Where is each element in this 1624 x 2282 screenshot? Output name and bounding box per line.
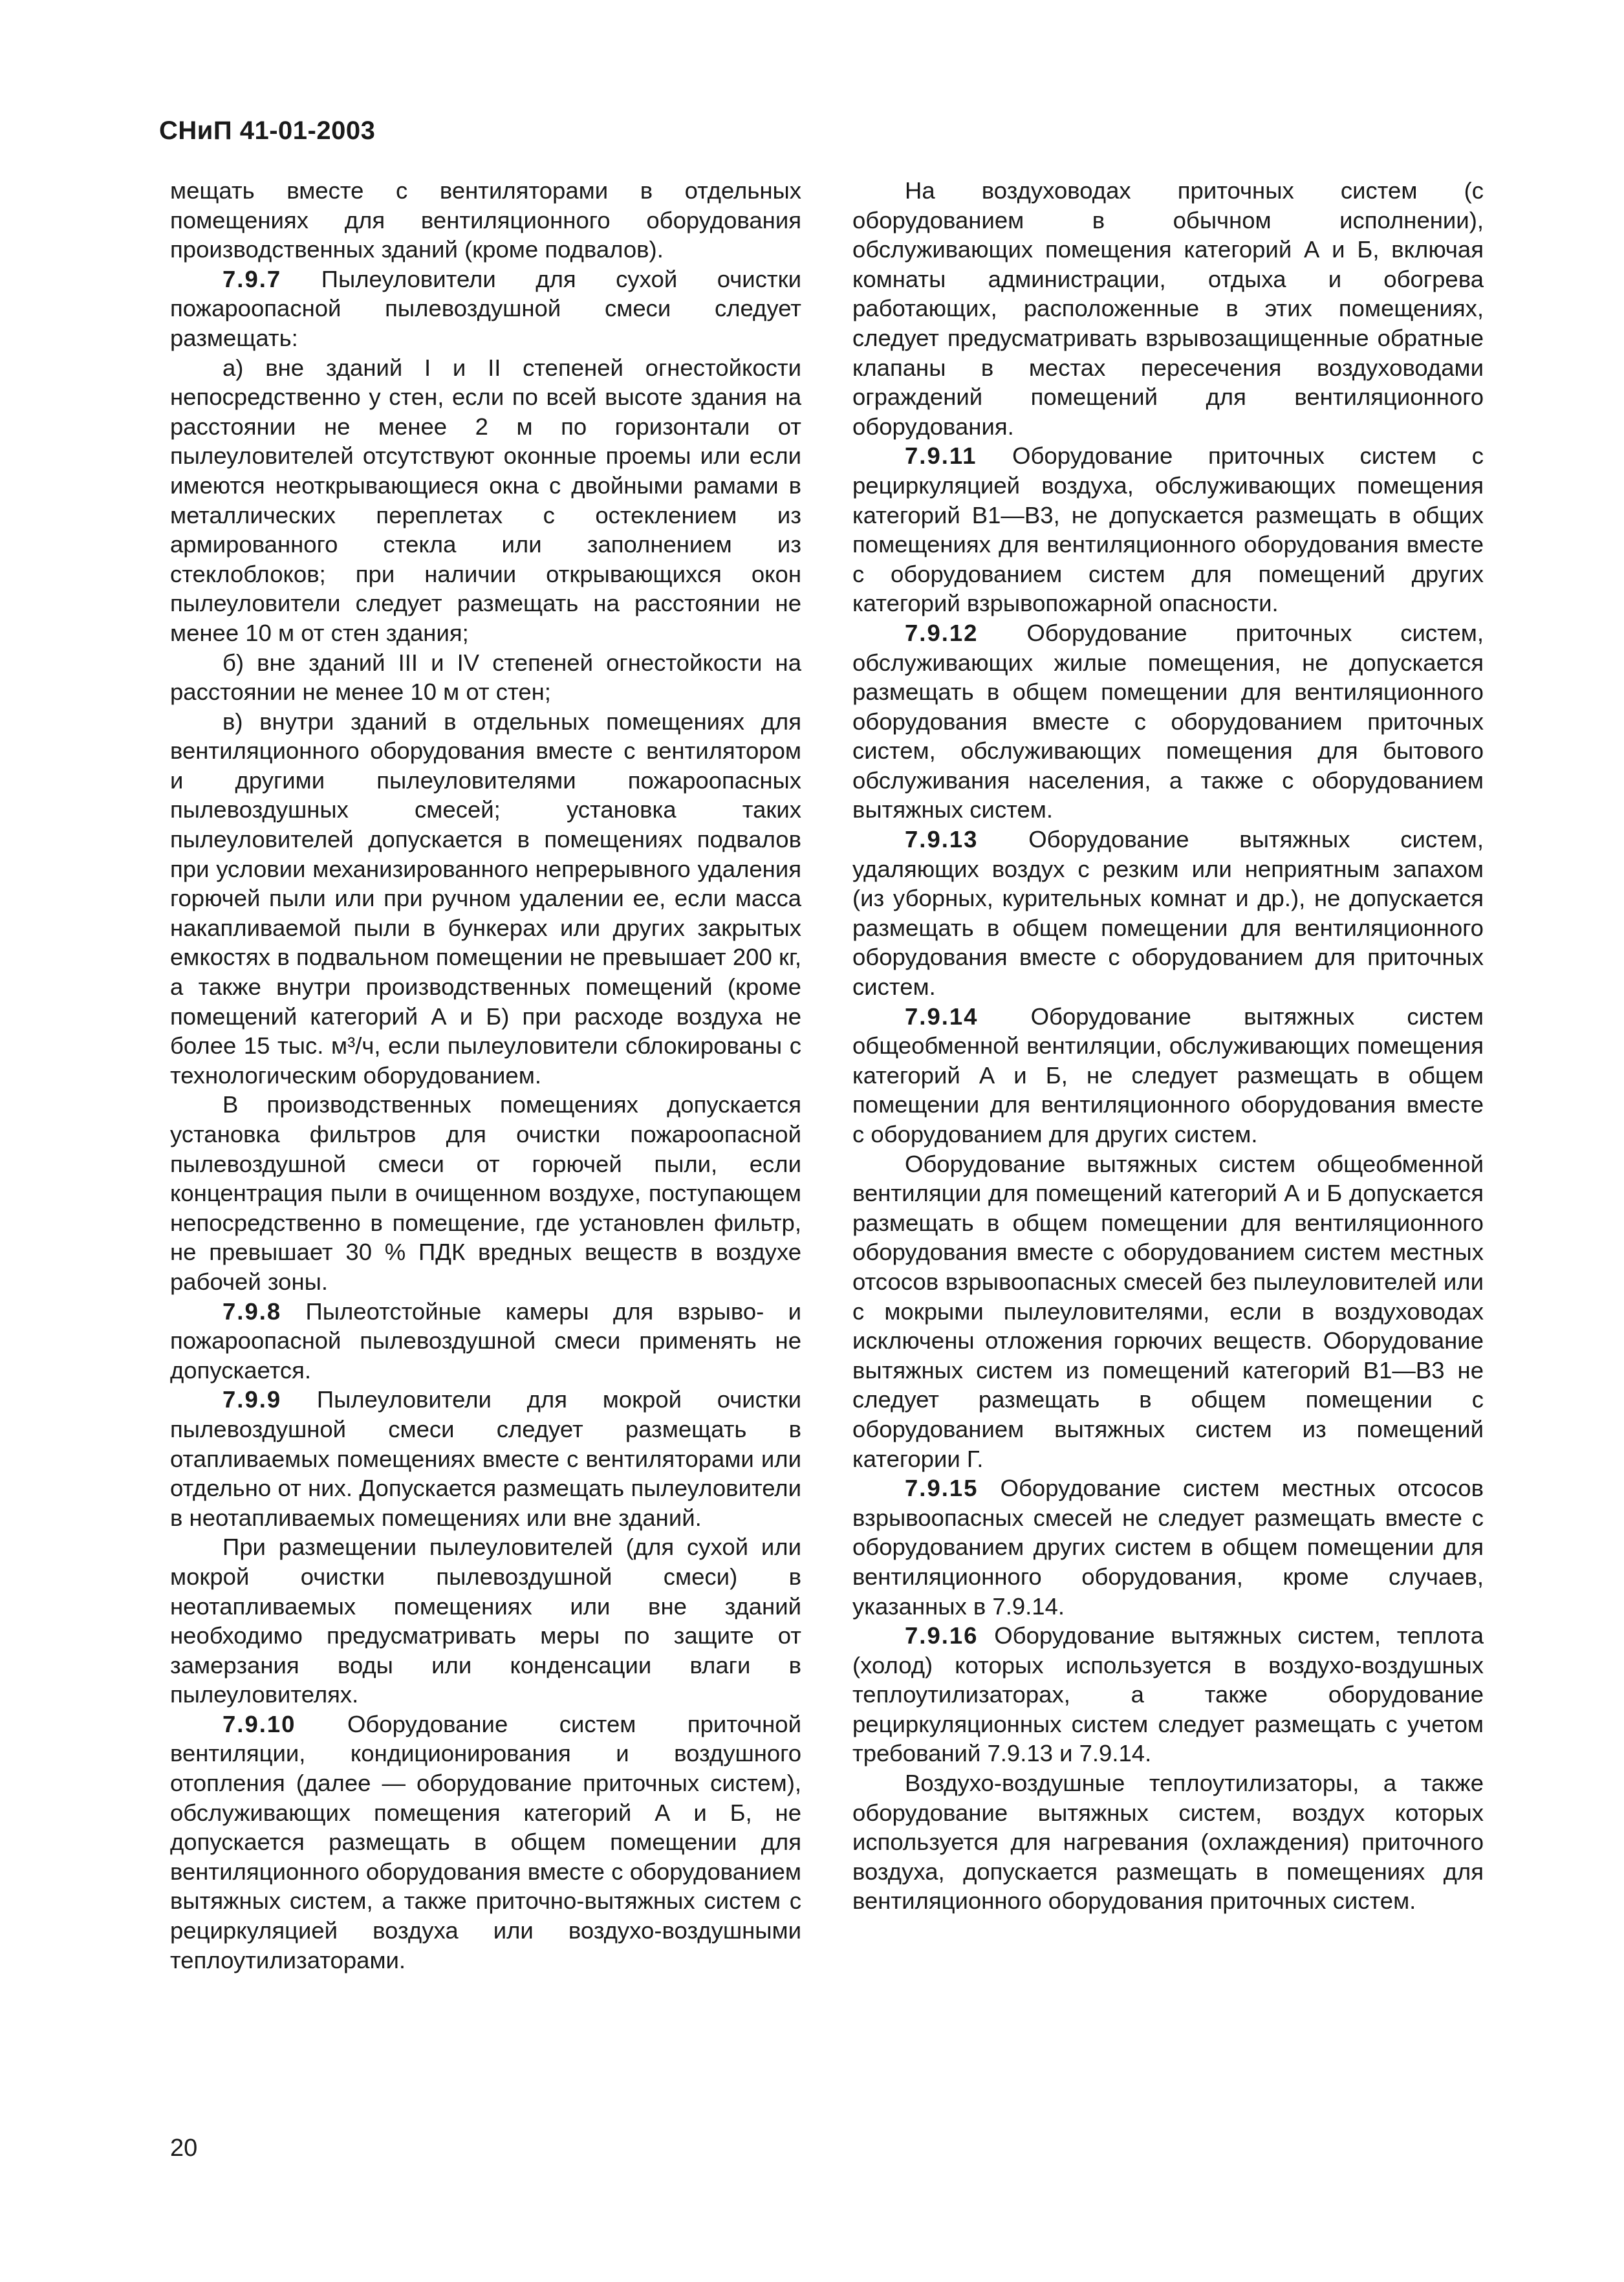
clause-text: Пылеуловители для мокрой очистки пылевоздушной смеси следует размещать в отапливаемых помещениях вместе с вентиляторами или отдельно от них. Допускается размещать пылеуловители в неотапливаемых помещениях или вне зданий. (170, 1386, 801, 1531)
clause-number: 7.9.16 (905, 1622, 979, 1649)
list-item-b: б) вне зданий III и IV степеней огнестойкости на расстоянии не менее 10 м от стен; (170, 649, 801, 706)
clause-number: 7.9.12 (905, 619, 979, 646)
clause-7-9-9 (170, 1385, 801, 1532)
clause-number: 7.9.14 (905, 1003, 979, 1030)
list-item-c: в) внутри зданий в отдельных помещениях для вентиляционного оборудования вместе с вентилятором и другими пылеуловителями пожароопасных пылевоздушных смесей; установка таких пылеуловителей допускается в помещениях подвалов при условии механизированного непрерывного удаления горючей пыли или при ручном удалении ее, если масса накапливаемой пыли в бункерах или других закрытых емкостях в подвальном помещении не превышает 200 кг, а также внутри производственных помещений (кроме помещений категорий А и Б) при расходе воздуха не более 15 тыс. м³/ч, если пылеуловители сблокированы с технологическим оборудованием. (170, 708, 801, 1089)
clause-text: Пылеотстойные камеры для взрыво- и пожароопасной пылевоздушной смеси применять не допускается. (170, 1298, 801, 1384)
clause-7-9-11 (852, 441, 1484, 618)
document-code-header: СНиП 41-01-2003 (159, 116, 376, 145)
paragraph-filters: В производственных помещениях допускается установка фильтров для очистки пожароопасной пылевоздушной смеси от горючей пыли, если концентрация пыли в очищенном воздухе, поступающем непосредственно в помещение, где установлен фильтр, не превышает 30 % ПДК вредных веществ в воздухе рабочей зоны. (170, 1091, 801, 1295)
clause-number: 7.9.11 (905, 442, 977, 470)
clause-7-9-7 (170, 265, 801, 353)
paragraph-exhaust-equipment: Оборудование вытяжных систем общеобменной вентиляции для помещений категорий А и Б допускается размещать в общем помещении для вентиляционного оборудования вместе с оборудованием систем местных отсосов взрывоопасных смесей без пылеуловителей или с мокрыми пылеуловителями, если в воздуховодах исключены отложения горючих веществ. Оборудование вытяжных систем из помещений категорий В1—В3 не следует размещать в общем помещении с оборудованием вытяжных систем из помещений категории Г. (852, 1150, 1484, 1472)
clause-text: Оборудование приточных систем с рециркуляцией воздуха, обслуживающих помещения категорий В1—В3, не допускается размещать в общих помещениях для вентиляционного оборудования вместе с оборудованием систем для помещений других категорий взрывопожарной опасности. (852, 442, 1484, 617)
paragraph-heat-recovery: Воздухо-воздушные теплоутилизаторы, а также оборудование вытяжных систем, воздух которых используется для нагревания (охлаждения) приточного воздуха, допускается размещать в помещениях для вентиляционного оборудования приточных систем. (852, 1770, 1484, 1915)
page-number: 20 (170, 2135, 198, 2162)
clause-7-9-14 (852, 1002, 1484, 1149)
paragraph-freezing: При размещении пылеуловителей (для сухой или мокрой очистки пылевоздушной смеси) в неотапливаемых помещениях или вне зданий необходимо предусматривать меры по защите от замерзания воды или конденсации влаги в пылеуловителях. (170, 1534, 801, 1708)
paragraph-continuation: мещать вместе с вентиляторами в отдельных помещениях для вентиляционного оборудования производственных зданий (кроме подвалов). (170, 177, 801, 263)
clause-number: 7.9.9 (222, 1386, 282, 1413)
clause-number: 7.9.8 (222, 1298, 282, 1325)
clause-7-9-8 (170, 1297, 801, 1386)
clause-7-9-12 (852, 618, 1484, 825)
clause-7-9-16 (852, 1621, 1484, 1768)
clause-text: Оборудование приточных систем, обслуживающих жилые помещения, не допускается размещать в общем помещении для вентиляционного оборудования вместе с оборудованием приточных систем, обслуживающих помещения для бытового обслуживания населения, а также с оборудованием вытяжных систем. (852, 619, 1484, 823)
left-column (170, 176, 801, 1975)
clause-text: Оборудование вытяжных систем общеобменной вентиляции, обслуживающих помещения категорий А и Б, не следует размещать в общем помещении для вентиляционного оборудования вместе с оборудованием для других систем. (852, 1003, 1484, 1147)
clause-number: 7.9.7 (222, 265, 282, 292)
clause-7-9-15 (852, 1473, 1484, 1621)
clause-7-9-10 (170, 1710, 801, 1975)
clause-number: 7.9.13 (905, 826, 979, 853)
paragraph-check-valves: На воздуховодах приточных систем (с оборудованием в обычном исполнении), обслуживающих помещения категорий А и Б, включая комнаты администрации, отдыха и обогрева работающих, расположенные в этих помещениях, следует предусматривать взрывозащищенные обратные клапаны в местах пересечения воздуховодами ограждений помещений для вентиляционного оборудования. (852, 177, 1484, 440)
clause-text: Оборудование вытяжных систем, теплота (холод) которых используется в воздухо-воздушных теплоутилизаторах, а также оборудование рециркуляционных систем следует размещать с учетом требований 7.9.13 и 7.9.14. (852, 1622, 1484, 1767)
right-column (852, 176, 1484, 1916)
clause-text: Оборудование вытяжных систем, удаляющих воздух с резким или неприятным запахом (из уборных, курительных комнат и др.), не допускается размещать в общем помещении для вентиляционного оборудования вместе с оборудованием для приточных систем. (852, 826, 1484, 1001)
clause-text: Оборудование систем местных отсосов взрывоопасных смесей не следует размещать вместе с оборудованием других систем в общем помещении для вентиляционного оборудования, кроме случаев, указанных в 7.9.14. (852, 1475, 1484, 1620)
list-item-a: а) вне зданий I и II степеней огнестойкости непосредственно у стен, если по всей высоте здания на расстоянии не менее 2 м по горизонтали от пылеуловителей отсутствуют оконные проемы или если имеются неоткрывающиеся окна с двойными рамами в металлических переплетах с остеклением из армированного стекла или заполнением из стеклоблоков; при наличии открывающихся окон пылеуловители следует размещать на расстоянии не менее 10 м от стен здания; (170, 354, 801, 646)
clause-number: 7.9.15 (905, 1475, 979, 1502)
clause-text: Оборудование систем приточной вентиляции, кондиционирования и воздушного отопления (далее — оборудование приточных систем), обслуживающих помещения категорий А и Б, не допускается размещать в общем помещении для вентиляционного оборудования вместе с оборудованием вытяжных систем, а также приточно-вытяжных систем с рециркуляцией воздуха или воздухо-воздушными теплоутилизаторами. (170, 1710, 801, 1973)
clause-text: Пылеуловители для сухой очистки пожароопасной пылевоздушной смеси следует размещать: (170, 265, 801, 351)
clause-7-9-13 (852, 825, 1484, 1002)
clause-number: 7.9.10 (222, 1710, 296, 1737)
